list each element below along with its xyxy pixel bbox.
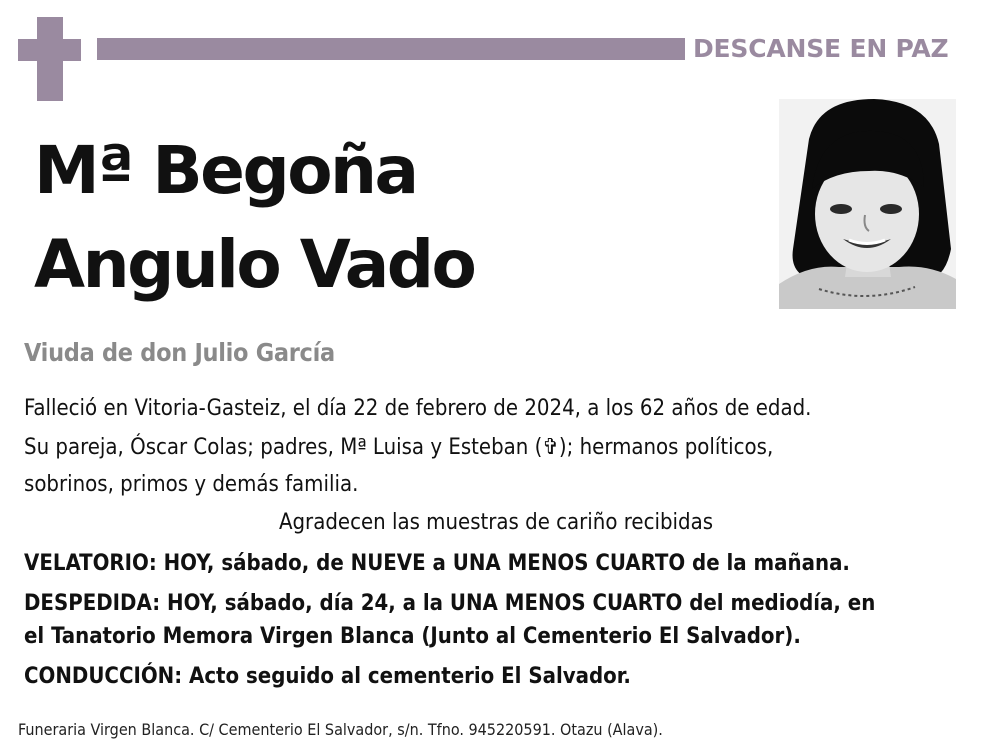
portrait-photo [779,99,956,309]
banner-title: DESCANSE EN PAZ [693,34,949,63]
funeral-home-footer: Funeraria Virgen Blanca. C/ Cementerio El Salvador, s/n. Tfno. 945220591. Otazu (Alava). [18,720,663,739]
velatorio-line: VELATORIO: HOY, sábado, de NUEVE a UNA MENOS CUARTO de la mañana. [24,551,850,576]
death-info-line: Falleció en Vitoria-Gasteiz, el día 22 de febrero de 2024, a los 62 años de edad. [24,396,812,421]
deceased-name-first: Mª Begoña [34,132,417,209]
cross-icon-horizontal [18,39,81,61]
despedida-line-2: el Tanatorio Memora Virgen Blanca (Junto al Cementerio El Salvador). [24,624,801,649]
family-line-1: Su pareja, Óscar Colas; padres, Mª Luisa y Esteban (✞); hermanos políticos, [24,435,774,460]
family-line-2: sobrinos, primos y demás familia. [24,472,359,497]
deceased-name-last: Angulo Vado [34,226,475,303]
thanks-line: Agradecen las muestras de cariño recibidas [278,510,714,535]
conduccion-line: CONDUCCIÓN: Acto seguido al cementerio El Salvador. [24,664,631,689]
subtitle-widow: Viuda de don Julio García [24,338,335,367]
despedida-line-1: DESPEDIDA: HOY, sábado, día 24, a la UNA MENOS CUARTO del mediodía, en [24,591,876,616]
header-bar [97,38,685,60]
